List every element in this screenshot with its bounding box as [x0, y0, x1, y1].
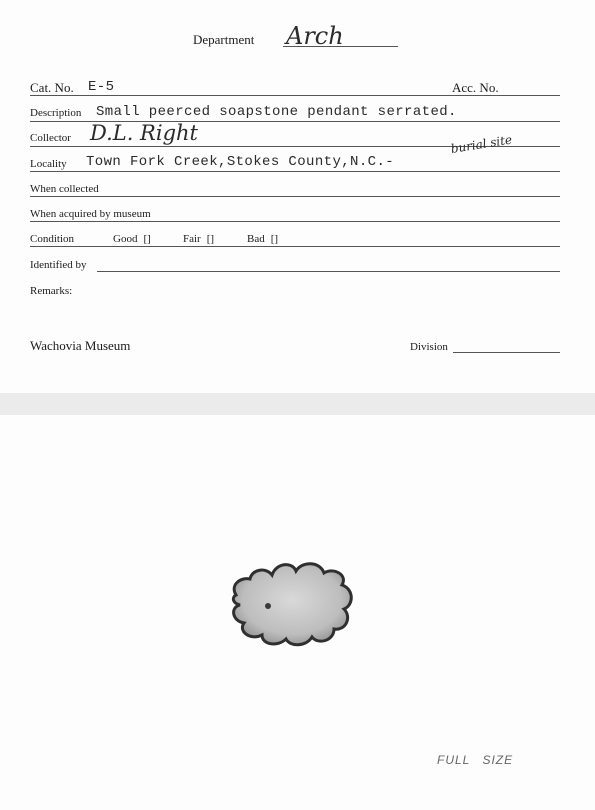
condition-good-label: Good	[113, 233, 138, 245]
condition-line	[30, 246, 560, 247]
locality-value: Town Fork Creek,Stokes County,N.C.-	[86, 154, 395, 170]
when-acquired-line	[30, 221, 560, 222]
locality-note: burial site	[449, 132, 513, 156]
catalog-card-back	[0, 415, 595, 810]
cat-no-line	[30, 95, 560, 96]
identified-by-label: Identified by	[30, 259, 87, 271]
condition-bad-label: Bad	[247, 233, 265, 245]
collector-label: Collector	[30, 132, 71, 144]
condition-option-good	[113, 233, 151, 245]
when-collected-label: When collected	[30, 183, 99, 195]
when-acquired-label: When acquired by museum	[30, 208, 151, 220]
museum-name: Wachovia Museum	[30, 338, 131, 353]
condition-option-fair	[183, 233, 214, 245]
condition-fair-label: Fair	[183, 233, 201, 245]
soapstone-pendant-icon	[233, 564, 351, 645]
division-label: Division	[410, 341, 448, 353]
condition-good-checkbox[interactable]: []	[143, 233, 151, 245]
artifact-photo	[0, 415, 595, 810]
condition-option-bad	[247, 233, 278, 245]
remarks-label: Remarks:	[30, 285, 73, 297]
condition-fair-checkbox[interactable]: []	[206, 233, 215, 245]
acc-no-label: Acc. No.	[452, 80, 499, 95]
department-value: Arch	[286, 22, 344, 50]
description-value: Small peerced soapstone pendant serrated.	[96, 104, 457, 120]
locality-label: Locality	[30, 158, 67, 170]
cat-no-value: E-5	[88, 79, 115, 95]
department-line	[283, 46, 398, 47]
pendant-hole-icon	[265, 603, 271, 609]
division-line	[453, 352, 560, 353]
collector-value: D.L. Right	[90, 121, 198, 145]
full-size-label: FULL SIZE	[437, 753, 514, 767]
department-label: Department	[193, 32, 255, 47]
condition-bad-checkbox[interactable]: []	[270, 233, 279, 245]
cat-no-label: Cat. No.	[30, 80, 74, 95]
catalog-card-front	[0, 0, 595, 393]
locality-line	[30, 171, 560, 172]
description-label: Description	[30, 107, 82, 119]
identified-by-line	[97, 271, 560, 272]
condition-label: Condition	[30, 233, 75, 245]
when-collected-line	[30, 196, 560, 197]
